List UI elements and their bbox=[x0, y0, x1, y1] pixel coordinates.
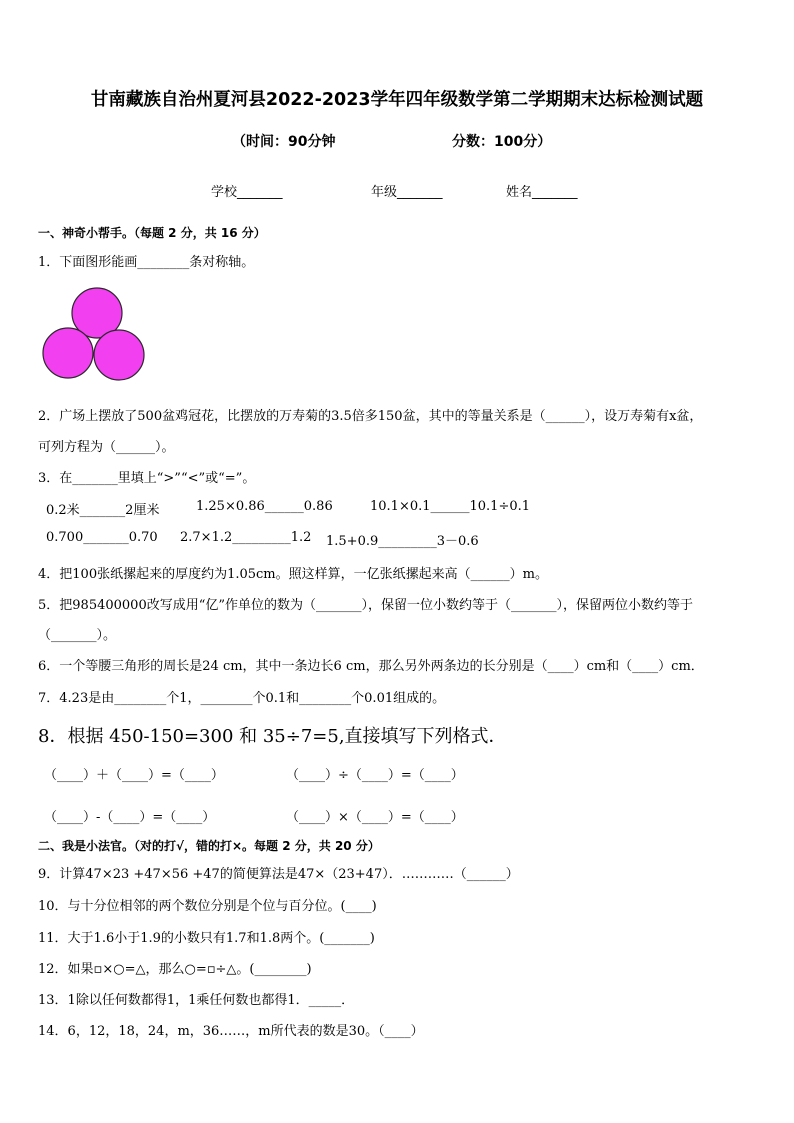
q3-item: 1.25×0.86______0.86 bbox=[196, 499, 333, 514]
page-title: 甘南藏族自治州夏河县2022-2023学年四年级数学第二学期期末达标检测试题 bbox=[90, 90, 704, 110]
question-6: 6．一个等腰三角形的周长是24 cm，其中一条边长6 cm，那么另外两条边的长分别是（____）cm和（____）cm． bbox=[38, 659, 704, 674]
question-2-line-2: 可列方程为（______）。 bbox=[38, 440, 175, 455]
question-7: 7．4.23是由________个1，________个0.1和________个0.01组成的。 bbox=[38, 691, 446, 706]
name-field: 姓名_______ bbox=[506, 185, 578, 200]
question-13: 13．1除以任何数都得1，1乘任何数也都得1．_____． bbox=[38, 993, 355, 1008]
question-9: 9．计算47×23 +47×56 +47的简便算法是47×（23+47）．…………（______） bbox=[38, 867, 519, 882]
question-2-line-1: 2．广场上摆放了500盆鸡冠花，比摆放的万寿菊的3.5倍多150盆，其中的等量关系是（______），设万寿菊有x盆， bbox=[38, 409, 703, 424]
grade-field: 年级_______ bbox=[371, 185, 443, 200]
q8-blank-row: （____）-（____）=（____） bbox=[44, 810, 216, 825]
question-5-line-2: （_______）。 bbox=[38, 628, 117, 643]
school-field: 学校_______ bbox=[211, 185, 283, 200]
circle-right bbox=[94, 330, 144, 380]
score-label: 分数：100分） bbox=[452, 134, 552, 150]
q3-item: 10.1×0.1______10.1÷0.1 bbox=[370, 499, 531, 514]
question-5-line-1: 5．把985400000改写成用“亿”作单位的数为（_______），保留一位小数约等于（_______），保留两位小数约等于 bbox=[38, 598, 694, 613]
question-1: 1．下面图形能画________条对称轴。 bbox=[38, 255, 255, 270]
question-12: 12．如果▫×○=△，那么○=▫÷△。(________) bbox=[38, 962, 312, 977]
q3-item: 0.700_______0.70 bbox=[46, 530, 158, 545]
question-8: 8．根据 450-150=300 和 35÷7=5,直接填写下列格式． bbox=[38, 726, 507, 747]
question-14: 14．6，12，18，24，m，36……，m所代表的数是30。（____） bbox=[38, 1024, 424, 1039]
three-circles-figure bbox=[38, 285, 150, 381]
q3-item: 1.5+0.9_________3－0.6 bbox=[326, 534, 479, 549]
q3-item: 2.7×1.2_________1.2 bbox=[180, 530, 312, 545]
q8-blank-row: （____）×（____）=（____） bbox=[286, 810, 464, 825]
question-11: 11．大于1.6小于1.9的小数只有1.7和1.8两个。(_______) bbox=[38, 931, 375, 946]
section-1-heading: 一、神奇小帮手。（每题 2 分，共 16 分） bbox=[38, 226, 266, 240]
q8-blank-row: （____）÷（____）=（____） bbox=[286, 768, 464, 783]
q3-item: 0.2米_______2厘米 bbox=[46, 503, 160, 518]
question-10: 10．与十分位相邻的两个数位分别是个位与百分位。(____) bbox=[38, 899, 377, 914]
question-4: 4．把100张纸摞起来的厚度约为1.05cm。照这样算，一亿张纸摞起来高（______）m。 bbox=[38, 567, 548, 582]
question-3: 3．在_______里填上“>”“<”或“=”。 bbox=[38, 471, 256, 486]
circle-left bbox=[43, 328, 93, 378]
time-label: （时间：90分钟 bbox=[232, 134, 336, 150]
section-2-heading: 二、我是小法官。（对的打√，错的打×。每题 2 分，共 20 分） bbox=[38, 839, 380, 853]
q8-blank-row: （____）＋（____）=（____） bbox=[44, 768, 224, 783]
